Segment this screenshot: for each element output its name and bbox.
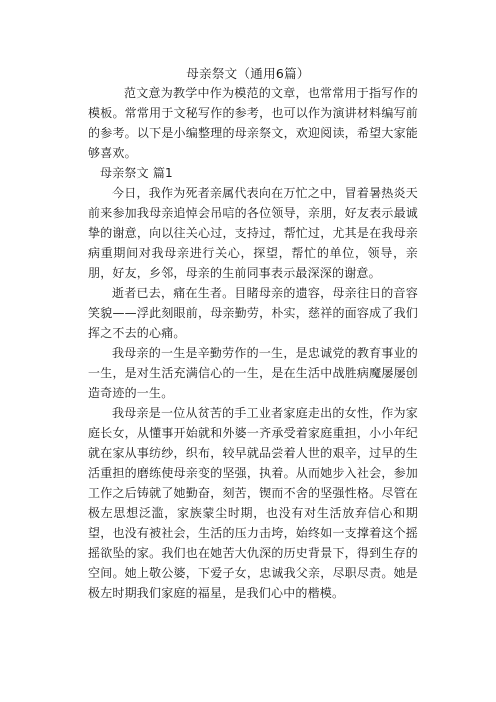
body-paragraph: 逝者已去，痛在生者。目睹母亲的遗容，母亲往日的音容笑貌——浮此刻眼前，母亲勤劳，朴实，慈祥的面容成了我们挥之不去的心痛。 — [88, 286, 418, 340]
section-heading-text: 母亲祭文 篇1 — [100, 166, 173, 180]
intro-paragraph: 范文意为教学中作为模范的文章，也常常用于指写作的模板。常常用于文秘写作的参考，也可以作为演讲材料编写前的参考。以下是小编整理的母亲祭文，欢迎阅读，希望大家能够喜欢。 — [88, 86, 418, 160]
body-paragraph: 今日，我作为死者亲属代表向在万忙之中，冒着暑热炎天前来参加我母亲追悼会吊唁的各位领导，亲朋，好友表示最诚挚的谢意，向以往关心过，支持过，帮忙过，尤其是在我母亲病重期间对我母亲进行关心，探望，帮忙的单位，领导，亲朋，好友，乡邻，母亲的生前同事表示最深深的谢意。 — [88, 186, 418, 280]
body-paragraph: 我母亲是一位从贫苦的手工业者家庭走出的女性，作为家庭长女，从懂事开始就和外婆一齐承受着家庭重担，小小年纪就在家从事纺纱，织布，较早就品尝着人世的艰辛，过早的生活重担的磨练使母亲变的坚强，执着。从而她步入社会，参加工作之后铸就了她勤奋，刻苦，锲而不舍的坚强性格。尽管在极左思想泛滥，家族蒙尘时期，也没有对生活放弃信心和期望，也没有被社会，生活的压力击垮，始终如一支撑着这个摇摇欲坠的家。我们也在她苦大仇深的历史背景下，得到生存的空间。她上敬公婆，下爱子女，忠诚我父亲，尽职尽责。她是极左时期我们家庭的福星，是我们心中的楷模。 — [88, 406, 418, 600]
document-body — [88, 83, 418, 603]
section-heading — [88, 163, 418, 183]
body-paragraph: 我母亲的一生是辛勤劳作的一生，是忠诚党的教育事业的一生，是对生活充满信心的一生，是在生活中战胜病魔屡屡创造奇迹的一生。 — [88, 346, 418, 400]
document-title: 母亲祭文（通用6篇） — [186, 66, 310, 81]
